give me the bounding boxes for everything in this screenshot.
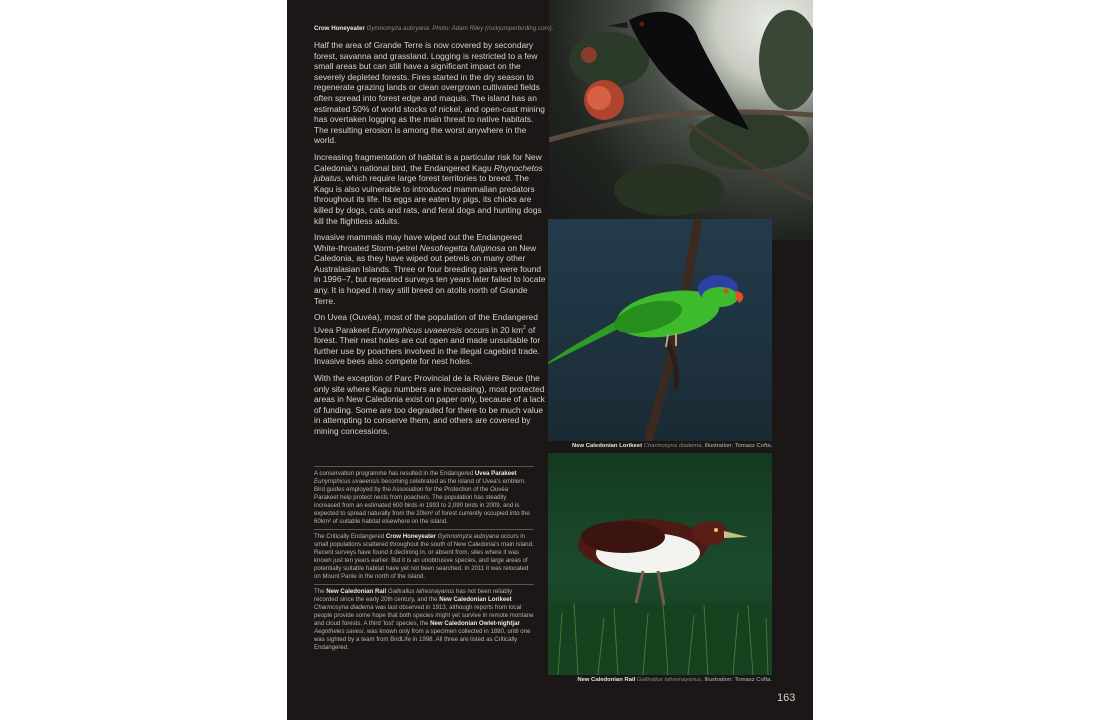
sidebar-notes [314,466,534,655]
paragraph-3: Invasive mammals may have wiped out the Endangered White-throated Storm-petrel Nesofregetta fuliginosa on New Caledonia, as they have wiped out petrels on many other Australasian Islands. Three or four breeding pairs were found in 1996–7, but repeated surveys ten years later failed to locate any. It is hoped it may still breed on atolls north of Grande Terre. [314,232,546,306]
lorikeet-illustration [548,219,772,441]
paragraph-2: Increasing fragmentation of habitat is a particular risk for New Caledonia's national bird, the Endangered Kagu Rhynochetos jubatus, which require large forest territories to breed. The Kagu is also vulnerable to introduced mammalian predators throughout its life. Its eggs are eaten by pigs, its chicks are killed by dogs, cats and rats, and feral dogs and hunting dogs kill the flightless adults. [314,151,543,226]
page-number: 163 [777,692,796,704]
rail-illustration [548,453,772,675]
paragraph-1: Half the area of Grande Terre is now covered by secondary forest, savanna and grassland. Logging is restricted to a few small areas but can still have a significant impact on the severely depleted forests. Fires started in the dry season to regenerate grazing lands or clean overgrown cultivated fields often spread into forest edge and maquis. The island has an estimated 50% of world stocks of nickel, and open-cast mining has overtaken logging as the main threat to native habitats. The resulting erosion is among the worst anywhere in the world. [314,40,545,146]
sidebar-crow-honeyeater: The Critically Endangered Crow Honeyeater Gymnomyza aubryana occurs in small populations scattered throughout the south of New Caledonia's main island. Recent surveys have found it declining in, or absent from, sites where it was known just ten years earlier. But it is an unobtrusive species, and large areas of potentially suitable habitat have yet not been searched. In 2011 it was relocated on Mount Panie in the north of the island. [314,529,534,581]
sidebar-lost-species: The New Caledonian Rail Gallirallus lafresnayanus has not been reliably recorded since the early 20th century, and the New Caledonian Lorikeet Charmosyna diadema was last observed in 1913, although reports from local people provide some hope that both species might yet survive in remote montane and cloud forests. A third 'lost' species, the New Caledonian Owlet-nightjar Aegotheles savesi, was known only from a specimen collected in 1880, until one was sighted by a team from BirdLife in 1998. All three are listed as Critically Endangered. [314,584,534,652]
paragraph-4: On Uvea (Ouvéa), most of the population of the Endangered Uvea Parakeet Eunymphicus uvaeensis occurs in 20 $km^2$ of forest. Their nest holes are cut open and made unsuitable for further use by poachers involved in the illegal cagebird trade. Invasive bees also compete for nest holes. [314,312,541,367]
main-body-text [314,40,546,443]
paragraph-5: With the exception of Parc Provincial de la Rivière Bleue (the only site where Kagu numbers are increasing), most protected areas in New Caledonia exist on paper only, because of a lack of funding. Some are too degraded for there to be much value in attempting to conserve them, and others are covered by mining concessions. [314,373,545,436]
rail-caption: New Caledonian Rail Gallirallus lafresnayanus. Illustration: Tomasz Cofta. [577,677,772,683]
top-photo-caption: Crow Honeyeater Gymnomyza aubryana. Photo: Adam Riley (rockjumperbirding.com). [314,25,554,32]
sidebar-uvea-parakeet: A conservation programme has resulted in the Endangered Uvea Parakeet Eunymphicus uvaeensis becoming celebrated as the island of Uvea's emblem. Bird guides employed by the Association for the Protection of the Ouvéa Parakeet help protect nests from poachers. The population has steadily increased from an estimated 600 birds in 1993 to 2,090 birds in 2009, and is expected to spread naturally from the 20km² of forest currently occupied into the 60km² of suitable habitat elsewhere on the island. [314,466,534,526]
crow-honeyeater-photo [549,0,813,240]
lorikeet-caption: New Caledonian Lorikeet Charmosyna diadema. Illustration: Tomasz Cofta. [572,443,773,449]
book-page [287,0,813,720]
